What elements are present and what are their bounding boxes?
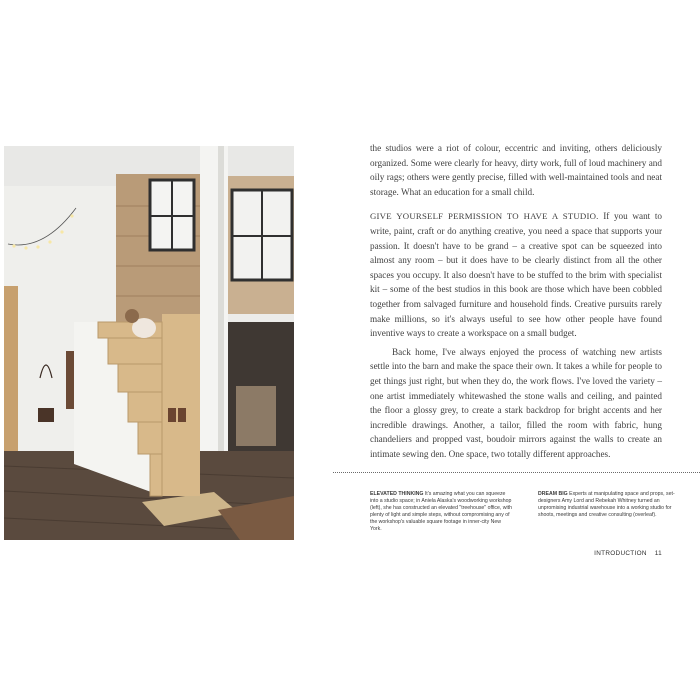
paragraph-intro: the studios were a riot of colour, eccentric and inviting, others deliciously organized. Some were clearly for heavy, dirty work, full of loud machinery and oily rags; others were gently precise, filled with well-maintained tools and neat storage. What an education for a small child. — [370, 143, 662, 197]
paragraph-lead-in: GIVE YOURSELF PERMISSION TO HAVE A STUDIO. — [370, 211, 599, 222]
caption-body: Experts at manipulating space and props, set-designers Amy Lord and Rebekah Whitney turned an unpromising industrial warehouse into a working studio for shoots, meetings and creative consulting (overleaf). — [538, 491, 675, 518]
paragraph-permission — [370, 209, 662, 340]
body-text-column — [370, 141, 662, 461]
caption-heading: ELEVATED THINKING — [370, 491, 424, 497]
caption-dream-big — [538, 491, 680, 519]
page-folio — [594, 550, 662, 557]
caption-heading: DREAM BIG — [538, 491, 568, 497]
page-number: 11 — [654, 550, 662, 557]
caption-body: It's amazing what you can squeeze into a studio space; in Aniela Alaska's woodworking workshop (left), she has constructed an elevated "treehouse" office, with plenty of light and simple steps, without compromising any of the workshop's valuable square footage in inner-city New York. — [370, 491, 512, 532]
studio-illustration — [4, 146, 294, 540]
caption-elevated-thinking — [370, 491, 512, 533]
studio-photo — [4, 146, 294, 540]
dotted-divider — [333, 472, 700, 473]
paragraph-permission-body: If you want to write, paint, craft or do anything creative, you need a space that supports your passion. It doesn't have to be grand – a creative spot can be squeezed into almost any room – but it does have to be clearly distinct from all the other spaces you occupy. It also doesn't have to be stuffed to the brim with specialist kit – some of the best studios in this book are those which have been cobbled together from salvaged furniture and household finds. Creative pursuits rarely make millions, so it's always useful to see how other people have found inventive ways to create a workspace on a small budget. — [370, 211, 662, 339]
paragraph-back-home: Back home, I've always enjoyed the process of watching new artists settle into the barn and make the space their own. It takes a while for people to get things just right, but when they do, the work flows. I've loved the variety – one artist immediately whitewashed the stone walls and ceiling, and painted the floor a glossy grey, to create a stark backdrop for bright accents and her incredible drawings. Another, a tailor, filled the room with fabric, hung chandeliers and propped vast, boudoir mirrors against the walls to create an intimate sewing den. One space, two totally different approaches. — [370, 346, 662, 459]
section-name: INTRODUCTION — [594, 550, 647, 557]
